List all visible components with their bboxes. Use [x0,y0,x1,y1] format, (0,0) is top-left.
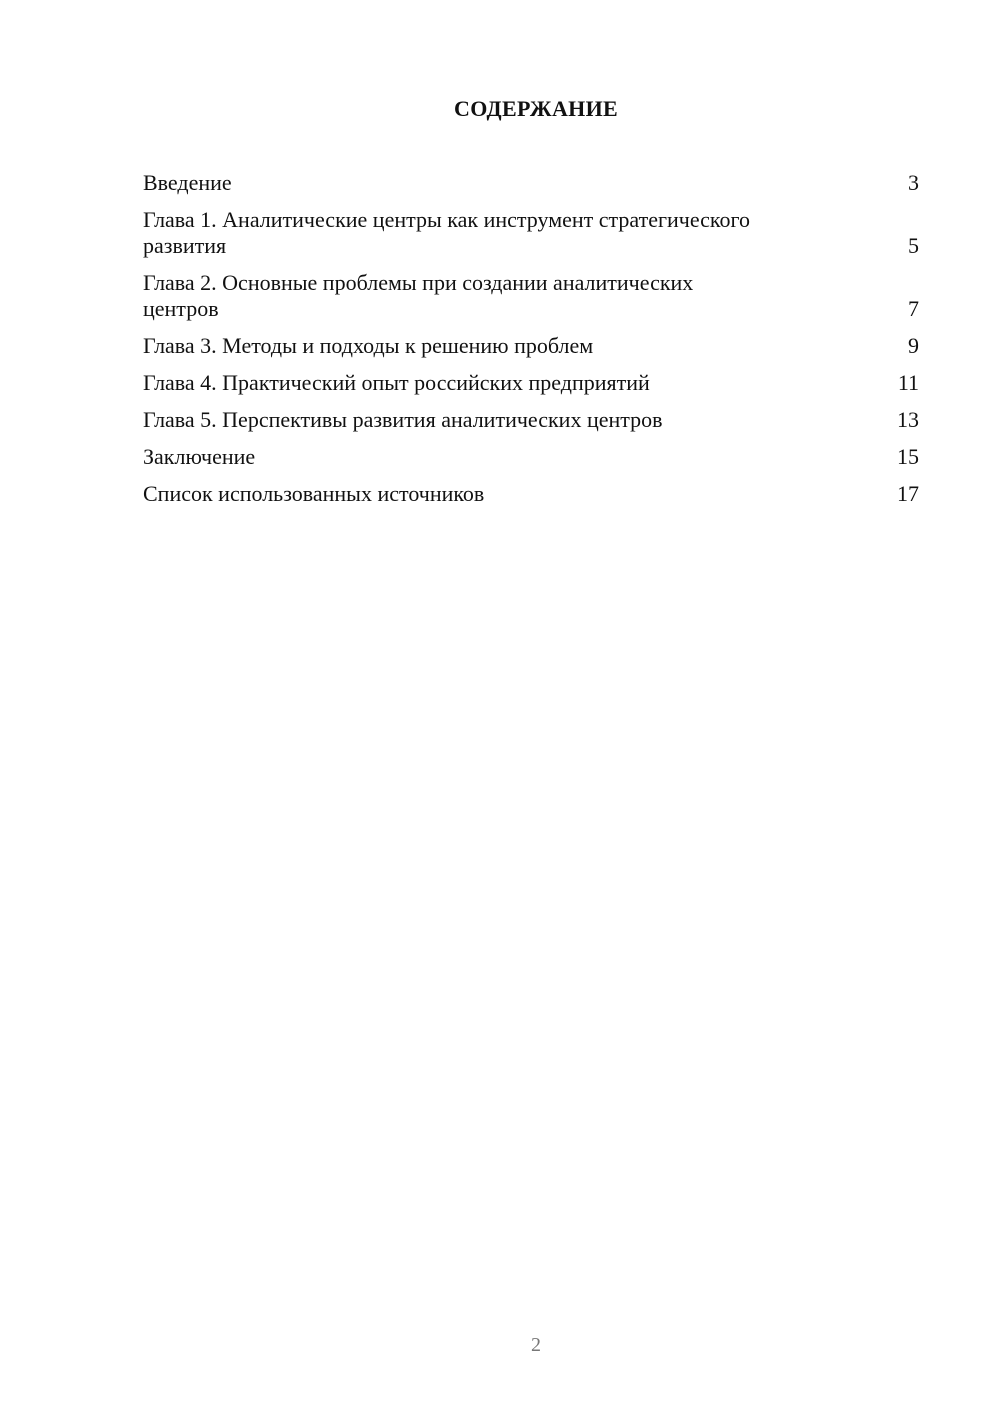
toc-entry-page: 13 [897,407,919,432]
toc-entry-title: Глава 5. Перспективы развития аналитических центров [143,407,663,432]
toc-entry-title: Список использованных источников [143,481,485,506]
toc-entry-page: 11 [897,370,919,395]
toc-entry-page: 9 [908,333,919,358]
toc-entry-title: Глава 2. Основные проблемы при создании аналитических центров [143,270,694,321]
table-of-contents [143,170,919,518]
toc-entry-page: 15 [897,444,919,469]
toc-entry-chapter-1 [143,207,919,259]
toc-entry-title: Глава 4. Практический опыт российских предприятий [143,370,650,395]
page-title: СОДЕРЖАНИЕ [454,96,618,121]
toc-entry-conclusion [143,444,919,470]
toc-entry-page: 17 [897,481,919,506]
toc-entry-page: 5 [908,233,919,258]
toc-entry-title: Введение [143,170,232,195]
page-number: 2 [531,1334,541,1356]
toc-entry-chapter-4 [143,370,919,396]
toc-entry-introduction [143,170,919,196]
toc-entry-title: Глава 1. Аналитические центры как инструмент стратегического развития [143,207,750,258]
toc-entry-title: Глава 3. Методы и подходы к решению проблем [143,333,594,358]
toc-entry-chapter-5 [143,407,919,433]
toc-entry-references [143,481,919,507]
toc-entry-chapter-2 [143,270,919,322]
toc-entry-chapter-3 [143,333,919,359]
toc-entry-page: 7 [908,296,919,321]
toc-entry-page: 3 [908,170,919,195]
toc-entry-title: Заключение [143,444,256,469]
